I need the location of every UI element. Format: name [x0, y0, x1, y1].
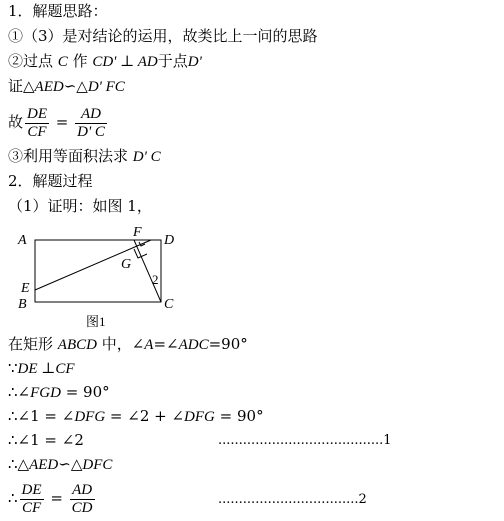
text: 证△ — [8, 77, 35, 95]
denominator: CF — [21, 499, 42, 516]
figure-caption: 图1 — [86, 314, 106, 329]
text: ABCD — [57, 337, 97, 353]
text: ∵ — [8, 359, 18, 377]
text: ②过点 — [8, 52, 58, 70]
proof-intro: （1）证明：如图 1， — [8, 197, 152, 215]
numerator: AD — [75, 106, 107, 124]
text: ADC — [178, 337, 209, 353]
label-b: B — [18, 297, 27, 312]
text: ∽△ — [63, 77, 88, 95]
text: 故 — [8, 113, 24, 131]
text: D' C — [132, 149, 161, 165]
label-c: C — [164, 297, 174, 312]
fraction — [75, 106, 107, 141]
proof-line-4 — [8, 407, 264, 426]
text: D' — [187, 54, 202, 70]
proof-line-2 — [8, 359, 75, 378]
label-g: G — [121, 257, 132, 272]
text: = 90° — [214, 407, 264, 425]
text: AED — [34, 79, 64, 95]
idea-line-2 — [8, 52, 202, 71]
text: ③利用等面积法求 — [8, 147, 133, 165]
text: = — [45, 489, 68, 507]
text: D' FC — [87, 79, 125, 95]
numerator: DE — [21, 481, 42, 498]
text: 作 — [67, 52, 93, 70]
section-heading-2: 2．解题过程 — [8, 172, 93, 190]
text: CD' ⊥ AD — [92, 54, 158, 70]
text: ∴ — [8, 489, 18, 507]
fraction — [70, 482, 95, 517]
text: ∴∠ — [8, 383, 31, 401]
rectangle-abcd — [35, 240, 161, 302]
label-angle-2: 2 — [152, 272, 159, 287]
idea-line-4 — [8, 102, 109, 142]
idea-line-5 — [8, 147, 161, 166]
step-marker-2: ..................................2 — [218, 492, 367, 507]
step-marker-1: ........................................1 — [218, 433, 392, 448]
numerator: AD — [70, 482, 95, 500]
denominator: CF — [27, 123, 47, 140]
right-angle-mark-g — [134, 249, 147, 258]
text: ∽△ — [58, 455, 83, 473]
text: = ∠2 + ∠ — [105, 407, 185, 425]
proof-line-5: ∴∠1 = ∠2 — [8, 431, 84, 449]
idea-line-3 — [8, 77, 125, 96]
denominator: D' C — [77, 123, 105, 140]
text: FGD — [30, 385, 61, 401]
numerator: DE — [27, 105, 48, 122]
label-e: E — [21, 281, 30, 296]
text: AED — [29, 457, 59, 473]
segment-df — [134, 240, 161, 302]
text: 在矩形 — [8, 335, 58, 353]
text: ∴△ — [8, 455, 30, 473]
text: = 90° — [60, 383, 110, 401]
text: 中，∠ — [96, 335, 145, 353]
denominator: CD — [71, 499, 93, 516]
idea-line-1: ①（3）是对结论的运用，故类比上一问的思路 — [8, 27, 318, 45]
text: ∴∠1 = ∠ — [8, 407, 75, 425]
proof-line-1 — [8, 335, 248, 354]
text: 于点 — [157, 52, 188, 70]
text: =90° — [208, 335, 248, 353]
text: = — [51, 113, 74, 131]
text: C — [57, 54, 68, 70]
label-a: A — [18, 233, 27, 248]
segment-ce — [35, 240, 151, 290]
text: DFG — [74, 409, 106, 425]
fraction — [20, 482, 44, 517]
label-d: D — [164, 233, 175, 248]
text: A — [144, 337, 154, 353]
text: DE ⊥CF — [17, 361, 75, 377]
section-heading-1: 1．解题思路： — [8, 2, 108, 20]
text: =∠ — [153, 335, 179, 353]
proof-line-7 — [8, 478, 97, 518]
label-f: F — [133, 225, 142, 240]
proof-line-6 — [8, 455, 112, 474]
fraction — [25, 106, 49, 141]
text: DFG — [184, 409, 215, 425]
proof-line-3 — [8, 383, 110, 402]
geometry-figure — [10, 222, 210, 332]
text: DFC — [82, 457, 113, 473]
